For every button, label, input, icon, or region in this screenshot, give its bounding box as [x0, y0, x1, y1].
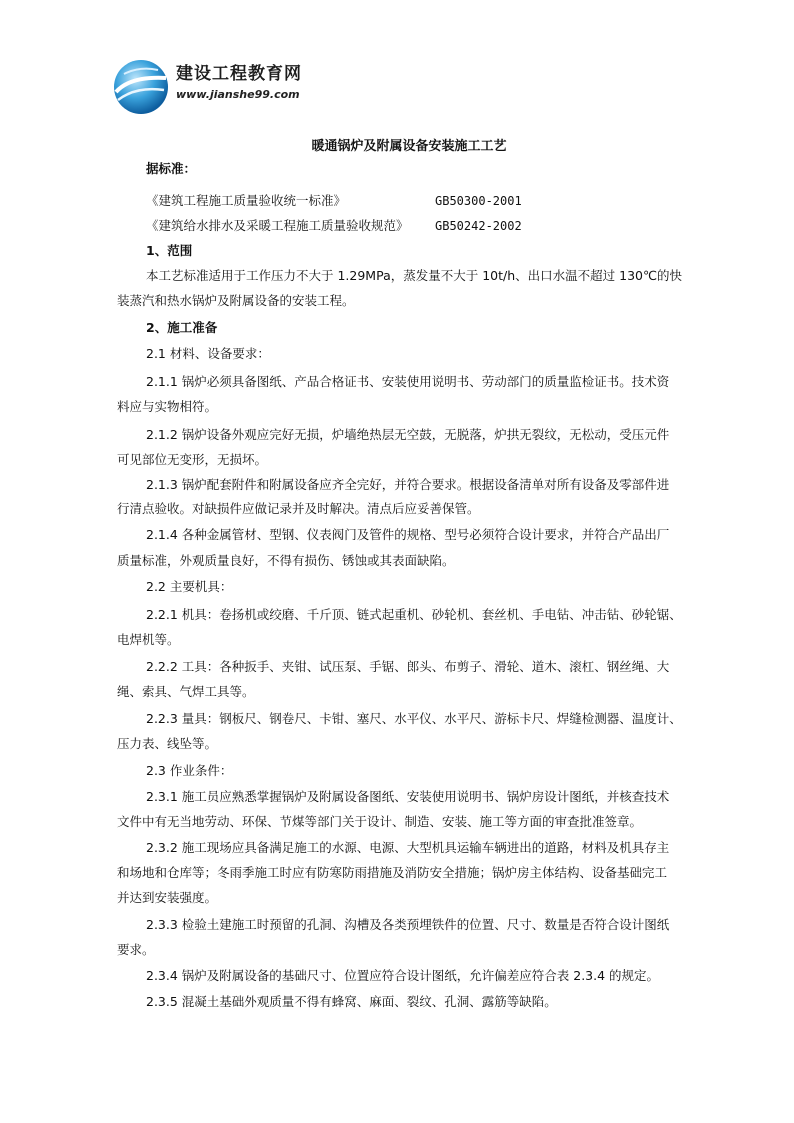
paragraph-line: 2.2.2 工具：各种扳手、夹钳、试压泵、手锯、郎头、布剪子、滑轮、道木、滚杠、钢丝绳、大	[146, 659, 670, 674]
paragraph-line: 2.3.5 混凝土基础外观质量不得有蜂窝、麻面、裂纹、孔洞、露筋等缺陷。	[146, 994, 557, 1009]
paragraph-line: 和场地和仓库等；冬雨季施工时应有防寒防雨措施及消防安全措施；锅炉房主体结构、设备基础完工	[117, 865, 668, 880]
logo-name: 建设工程教育网	[176, 64, 302, 84]
paragraph-line: 电焊机等。	[117, 632, 180, 647]
paragraph-line: 并达到安装强度。	[117, 890, 218, 905]
standards-heading: 据标准：	[146, 161, 197, 176]
paragraph-line: 要求。	[117, 942, 155, 957]
paragraph-line: 2.3.1 施工员应熟悉掌握锅炉及附属设备图纸、安装使用说明书、锅炉房设计图纸，并核查技术	[146, 789, 670, 804]
standard-name: 《建筑工程施工质量验收统一标准》	[146, 193, 347, 208]
paragraph-line: 装蒸汽和热水锅炉及附属设备的安装工程。	[117, 293, 355, 308]
paragraph-line: 2.2.3 量具：钢板尺、钢卷尺、卡钳、塞尺、水平仪、水平尺、游标卡尺、焊缝检测器、温度计、	[146, 711, 682, 726]
paragraph-line: 本工艺标准适用于工作压力不大于 1.29MPa，蒸发量不大于 10t/h、出口水温不超过 130℃的快	[146, 268, 683, 283]
paragraph-line: 行清点验收。对缺损件应做记录并及时解决。清点后应妥善保管。	[117, 501, 480, 516]
paragraph-line: 压力表、线坠等。	[117, 736, 218, 751]
paragraph-line: 2.1.4 各种金属管材、型钢、仪表阀门及管件的规格、型号必须符合设计要求，并符合产品出厂	[146, 527, 670, 542]
standard-item	[117, 189, 730, 213]
subsection-heading: 2.2 主要机具：	[146, 579, 233, 594]
paragraph-line: 2.1.2 锅炉设备外观应完好无损，炉墙绝热层无空鼓，无脱落，炉拱无裂纹，无松动，受压元件	[146, 427, 670, 442]
standard-item	[117, 214, 730, 238]
paragraph-line: 2.1.3 锅炉配套附件和附属设备应齐全完好，并符合要求。根据设备清单对所有设备及零部件进	[146, 477, 670, 492]
paragraph-line: 可见部位无变形，无损坏。	[117, 452, 268, 467]
paragraph-line: 2.1.1 锅炉必须具备图纸、产品合格证书、安装使用说明书、劳动部门的质量监检证书。技术资	[146, 374, 670, 389]
paragraph-line: 文件中有无当地劳动、环保、节煤等部门关于设计、制造、安装、施工等方面的审查批准签章。	[117, 814, 643, 829]
subsection-heading: 2.1 材料、设备要求：	[146, 346, 270, 361]
standard-code: GB50242-2002	[435, 219, 522, 233]
paragraph-line: 2.2.1 机具：卷扬机或绞磨、千斤顶、链式起重机、砂轮机、套丝机、手电钻、冲击钻、砂轮锯、	[146, 607, 682, 622]
paragraph-line: 2.3.4 锅炉及附属设备的基础尺寸、位置应符合设计图纸，允许偏差应符合表 2.3.4 的规定。	[146, 968, 660, 983]
document-title: 暖通锅炉及附属设备安装施工工艺	[311, 139, 507, 154]
paragraph-line: 料应与实物相符。	[117, 399, 218, 414]
logo-url: www.jianshe99.com	[176, 88, 300, 101]
site-logo[interactable]	[110, 52, 320, 122]
paragraph-line: 质量标准，外观质量良好，不得有损伤、锈蚀或其表面缺陷。	[117, 553, 455, 568]
section-heading: 2、施工准备	[146, 320, 218, 335]
standard-name: 《建筑给水排水及采暖工程施工质量验收规范》	[146, 218, 409, 233]
paragraph-line: 绳、索具、气焊工具等。	[117, 684, 255, 699]
section-heading: 1、范围	[146, 243, 193, 258]
subsection-heading: 2.3 作业条件：	[146, 763, 233, 778]
standard-code: GB50300-2001	[435, 194, 522, 208]
paragraph-line: 2.3.2 施工现场应具备满足施工的水源、电源、大型机具运输车辆进出的道路，材料及机具存主	[146, 840, 670, 855]
paragraph-line: 2.3.3 检验土建施工时预留的孔洞、沟槽及各类预埋铁件的位置、尺寸、数量是否符合设计图纸	[146, 917, 670, 932]
globe-logo-icon	[110, 56, 172, 118]
